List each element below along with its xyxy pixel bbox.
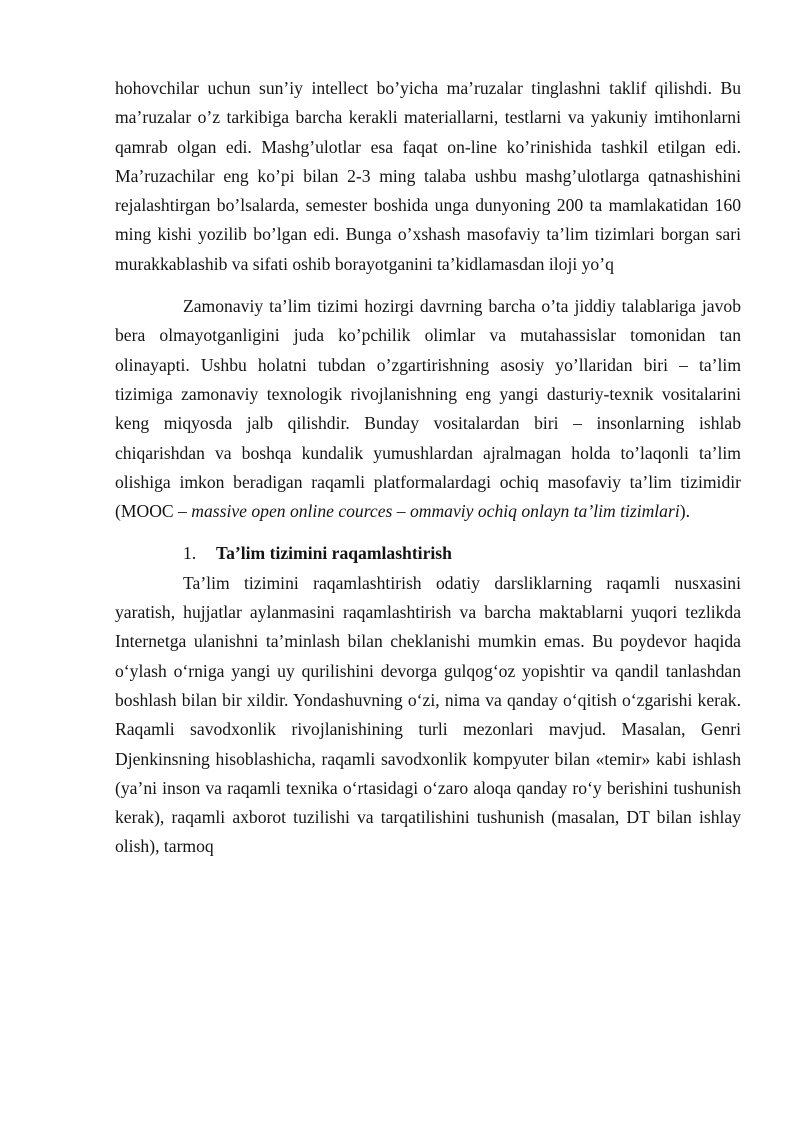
paragraph-modern-education-end: ). [679,501,690,522]
paragraph-digitalization: Ta’lim tizimini raqamlashtirish odatiy darsliklarning raqamli nusxasini yaratish, hujjatlar aylanmasini raqamlashtirish va barcha maktablarni yuqori tezlikda Internetga ulanishni ta’minlash bilan cheklanishi mumkin emas. Bu poydevor haqida o‘ylash o‘rniga yangi uy qurilishini devorga gulqog‘oz yopishtir va qandil tanlashdan boshlash bilan bir xildir. Yondashuvning o‘zi, nima va qanday o‘qitish o‘zgarishi kerak. Raqamli savodxonlik rivojlanishining turli mezonlari mavjud. Masalan, Genri Djenkinsning hisoblashicha, raqamli savodxonlik kompyuter bilan «temir» kabi ishlash (ya’ni inson va raqamli texnika o‘rtasidagi o‘zaro aloqa qanday ro‘y berishini tushunish kerak), raqamli axborot tuzilishi va tarqatilishini tushunish (masalan, DT bilan ishlay olish), tarmoq [115,572,741,857]
mooc-definition-italic: massive open online cources – ommaviy ochiq onlayn ta’lim tizimlari [191,501,680,522]
document-page [115,74,741,862]
section-heading [115,539,741,568]
section-title: Ta’lim tizimini raqamlashtirish [216,543,452,564]
paragraph-modern-education-text: Zamonaviy ta’lim tizimi hozirgi davrning barcha o’ta jiddiy talablariga javob bera olmayotganligini juda ko’pchilik olimlar va mutahassislar tomonidan tan olinayapti. Ushbu holatni tubdan o’zgartirishning asosiy yo’llaridan biri – ta’lim tizimiga zamonaviy texnologik rivojlanishning eng yangi dasturiy-texnik vositalarini keng miqyosda jalb qilishdir. Bunday vositalardan biri – insonlarning ishlab chiqarishdan va boshqa kundalik yumushlardan ajralmagan holda to’laqonli ta’lim olishiga imkon beradigan raqamli platformalardagi ochiq masofaviy ta’lim tizimidir (MOOC – [115,296,741,522]
paragraph-modern-education [115,292,741,526]
section-number: 1. [183,543,197,564]
paragraph-intro-continuation: hohovchilar uchun sun’iy intellect bo’yicha ma’ruzalar tinglashni taklif qilishdi. Bu ma’ruzalar o’z tarkibiga barcha kerakli materiallarni, testlarni va yakuniy imtihonlarni qamrab olgan edi. Mashg’ulotlar esa faqat on-line ko’rinishida tashkil etilgan edi. Ma’ruzachilar eng ko’pi bilan 2-3 ming talaba ushbu mashg’ulotlarga qatnashishini rejalashtirgan bo’lsalarda, semester boshida unga dunyoning 200 ta mamlakatidan 160 ming kishi yozilib bo’lgan edi. Bunga o’xshash masofaviy ta’lim tizimlari borgan sari murakkablashib va sifati oshib borayotganini ta’kidlamasdan iloji yo’q [115,78,741,274]
